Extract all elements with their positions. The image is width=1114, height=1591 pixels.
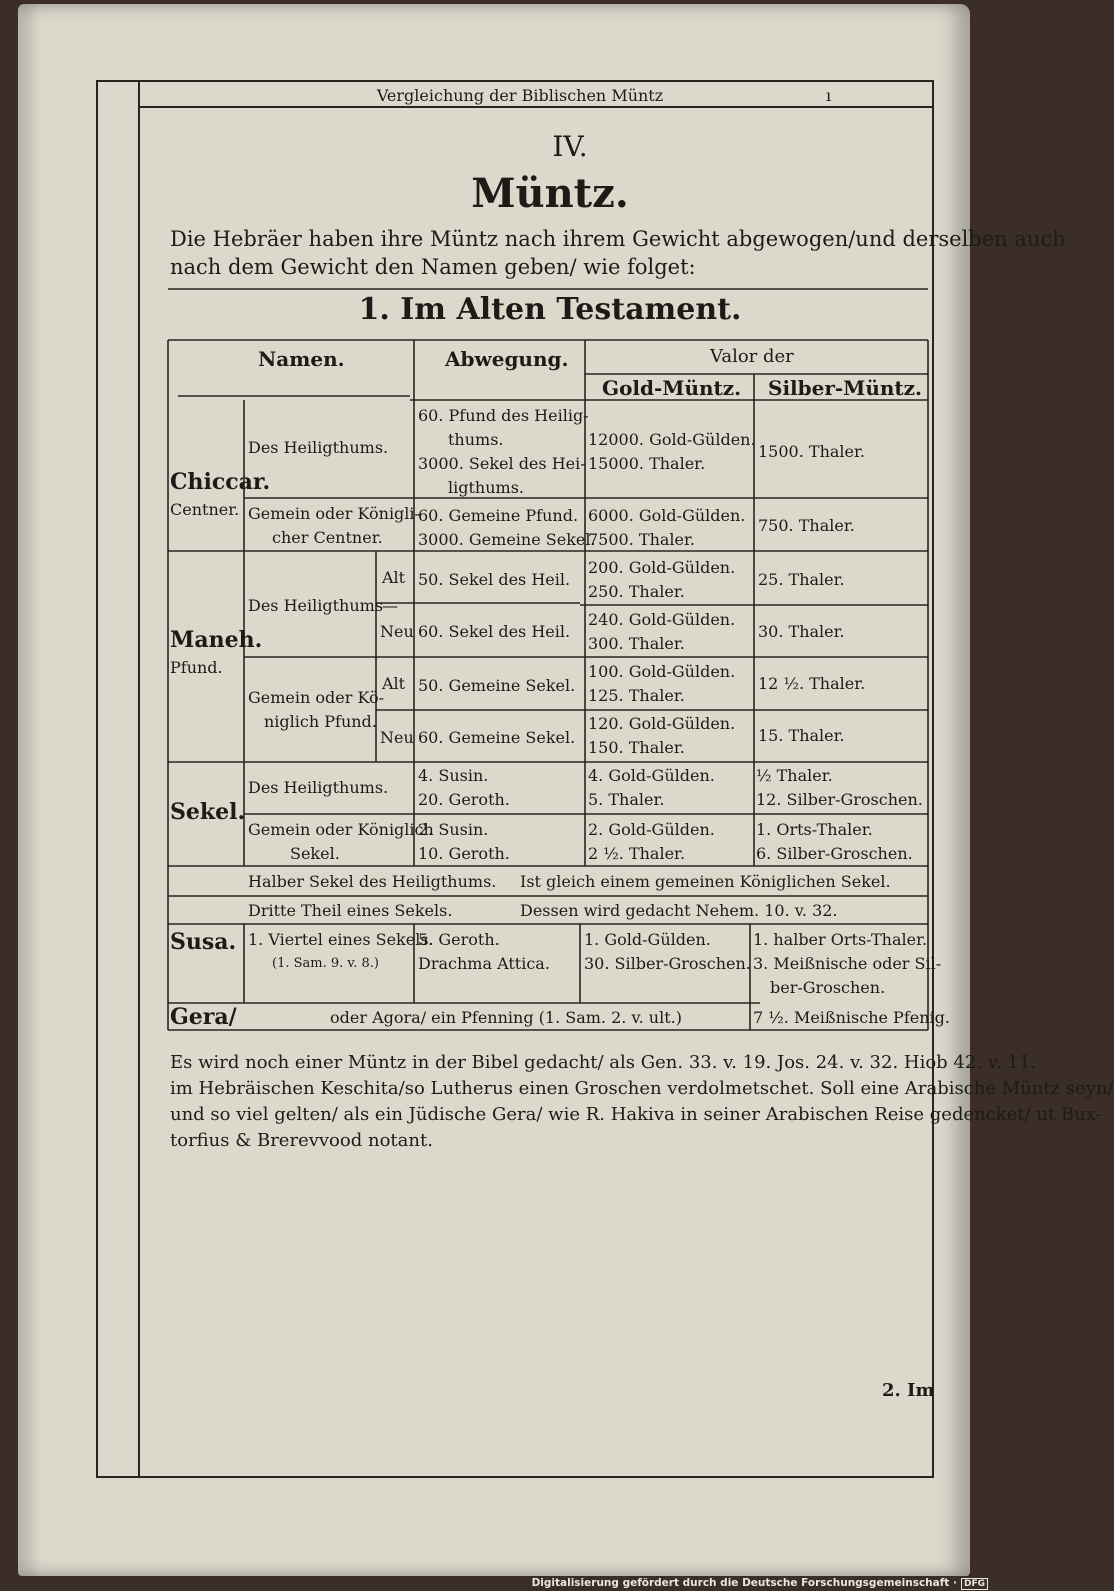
- silber-value: 1. Orts-Thaler.: [756, 820, 873, 839]
- row-name: cher Centner.: [272, 528, 383, 547]
- row-name: Des Heiligthums.: [248, 778, 389, 797]
- header-mark: ı: [826, 86, 832, 105]
- silber-value: 12 ½. Thaler.: [758, 674, 866, 693]
- abw-line: 5. Geroth.: [418, 930, 500, 949]
- silber-value: 6. Silber-Groschen.: [756, 844, 913, 863]
- row-name: Des Heiligthums.: [248, 438, 389, 457]
- gold-value: 240. Gold-Gülden.: [588, 610, 736, 629]
- abw-line: thums.: [448, 430, 504, 449]
- row-name: Gemein oder Königli-: [248, 504, 420, 523]
- row-name: Gemein oder Kö-: [248, 688, 385, 707]
- catchword: 2. Im: [882, 1380, 935, 1401]
- row-tag: Alt: [382, 674, 406, 693]
- abw-line: 10. Geroth.: [418, 844, 510, 863]
- gold-value: 6000. Gold-Gülden.: [588, 506, 746, 525]
- row-dash: —: [382, 596, 398, 615]
- running-title: Vergleichung der Biblischen Müntz: [376, 86, 664, 105]
- abw-line: 3000. Sekel des Hei-: [418, 454, 586, 473]
- gold-value: 300. Thaler.: [588, 634, 685, 653]
- row-tag: Neu: [380, 622, 414, 641]
- row-tag: Neu: [380, 728, 414, 747]
- note-line: torfius & Brerevvood notant.: [170, 1130, 433, 1151]
- row-name: 1. Viertel eines Sekels.: [248, 930, 434, 949]
- silber-value: ber-Groschen.: [770, 978, 886, 997]
- row-name: Sekel.: [290, 844, 340, 863]
- col-header-valor: Valor der: [710, 346, 794, 367]
- silber-value: 25. Thaler.: [758, 570, 845, 589]
- abw-line: 60. Sekel des Heil.: [418, 622, 571, 641]
- gera-description: oder Agora/ ein Pfenning (1. Sam. 2. v. ult.): [330, 1008, 682, 1027]
- abw-line: 50. Gemeine Sekel.: [418, 676, 576, 695]
- silber-value: 3. Meißnische oder Sil-: [753, 954, 942, 973]
- gold-value: 2. Gold-Gülden.: [588, 820, 715, 839]
- closing-note: [170, 1050, 1114, 1154]
- col-header-abwegung: Abwegung.: [445, 347, 569, 371]
- gold-value: 150. Thaler.: [588, 738, 685, 757]
- row-name: Des Heiligthums: [248, 596, 384, 615]
- section-subtitle: 1. Im Alten Testament.: [358, 292, 742, 327]
- header-rule: [138, 106, 932, 108]
- gold-value: 2 ½. Thaler.: [588, 844, 686, 863]
- group-label: Chiccar.: [170, 469, 271, 495]
- silber-value: 12. Silber-Groschen.: [756, 790, 923, 809]
- gold-value: 12000. Gold-Gülden.: [588, 430, 756, 449]
- note-line: und so viel gelten/ als ein Jüdische Gera/ wie R. Hakiva in seiner Arabischen Reise gedencket/ ut Bux-: [170, 1104, 1102, 1125]
- abw-line: ligthums.: [448, 478, 524, 497]
- row-reference: (1. Sam. 9. v. 8.): [272, 956, 379, 971]
- silber-value: 7 ½. Meißnische Pfenig.: [753, 1008, 950, 1027]
- gold-value: 125. Thaler.: [588, 686, 685, 705]
- silber-value: 1. halber Orts-Thaler.: [753, 930, 928, 949]
- note-row-left: Halber Sekel des Heiligthums.: [248, 872, 497, 891]
- row-tag: Alt: [382, 568, 406, 587]
- col-header-namen: Namen.: [258, 347, 345, 371]
- dfg-logo: DFG: [961, 1578, 988, 1590]
- abw-line: 3000. Gemeine Sekel.: [418, 530, 596, 549]
- col-header-silber: Silber-Müntz.: [768, 376, 922, 400]
- gold-value: 120. Gold-Gülden.: [588, 714, 736, 733]
- gold-value: 30. Silber-Groschen.: [584, 954, 751, 973]
- abw-line: 20. Geroth.: [418, 790, 510, 809]
- gold-value: 250. Thaler.: [588, 582, 685, 601]
- note-row-left: Dritte Theil eines Sekels.: [248, 901, 453, 920]
- abw-line: 60. Pfund des Heilig-: [418, 406, 589, 425]
- abw-line: 2. Susin.: [418, 820, 489, 839]
- group-sublabel: Pfund.: [170, 658, 223, 677]
- silber-value: 30. Thaler.: [758, 622, 845, 641]
- page-title: Müntz.: [471, 170, 629, 217]
- silber-value: 15. Thaler.: [758, 726, 845, 745]
- row-name: Gemein oder Königlich: [248, 820, 434, 839]
- row-name: niglich Pfund.: [264, 712, 377, 731]
- group-label: Sekel.: [170, 799, 246, 825]
- gold-value: 100. Gold-Gülden.: [588, 662, 736, 681]
- gold-value: 200. Gold-Gülden.: [588, 558, 736, 577]
- silber-value: 750. Thaler.: [758, 516, 855, 535]
- intro-line: Die Hebräer haben ihre Müntz nach ihrem Gewicht abgewogen/und derselben auch: [170, 227, 1066, 251]
- group-label: Gera/: [170, 1004, 237, 1030]
- intro-paragraph: [170, 225, 1066, 281]
- note-line: im Hebräischen Keschita/so Lutherus einen Groschen verdolmetschet. Soll eine Arabische Müntz seyn/: [170, 1078, 1114, 1099]
- gold-value: 15000. Thaler.: [588, 454, 706, 473]
- abw-line: Drachma Attica.: [418, 954, 550, 973]
- gold-value: 1. Gold-Gülden.: [584, 930, 711, 949]
- group-sublabel: Centner.: [170, 500, 240, 519]
- inner-margin-rule: [138, 82, 140, 1476]
- group-label: Susa.: [170, 929, 237, 955]
- intro-line: nach dem Gewicht den Namen geben/ wie folget:: [170, 255, 696, 279]
- gold-value: 5. Thaler.: [588, 790, 665, 809]
- section-number: IV.: [552, 130, 588, 163]
- note-row-right: Dessen wird gedacht Nehem. 10. v. 32.: [520, 901, 838, 920]
- gold-value: 4. Gold-Gülden.: [588, 766, 715, 785]
- note-line: Es wird noch einer Müntz in der Bibel gedacht/ als Gen. 33. v. 19. Jos. 24. v. 32. Hiob 42. v. 11.: [170, 1052, 1036, 1073]
- silber-value: ½ Thaler.: [756, 766, 833, 785]
- note-row-right: Ist gleich einem gemeinen Königlichen Sekel.: [520, 872, 891, 891]
- abw-line: 4. Susin.: [418, 766, 489, 785]
- credit-text: Digitalisierung gefördert durch die Deutsche Forschungsgemeinschaft ·: [531, 1577, 957, 1589]
- group-label: Maneh.: [170, 627, 263, 653]
- silber-value: 1500. Thaler.: [758, 442, 865, 461]
- digitization-credit: [532, 1577, 988, 1590]
- abw-line: 60. Gemeine Sekel.: [418, 728, 576, 747]
- abw-line: 50. Sekel des Heil.: [418, 570, 571, 589]
- abw-line: 60. Gemeine Pfund.: [418, 506, 579, 525]
- gold-value: 7500. Thaler.: [588, 530, 695, 549]
- col-header-gold: Gold-Müntz.: [602, 376, 742, 400]
